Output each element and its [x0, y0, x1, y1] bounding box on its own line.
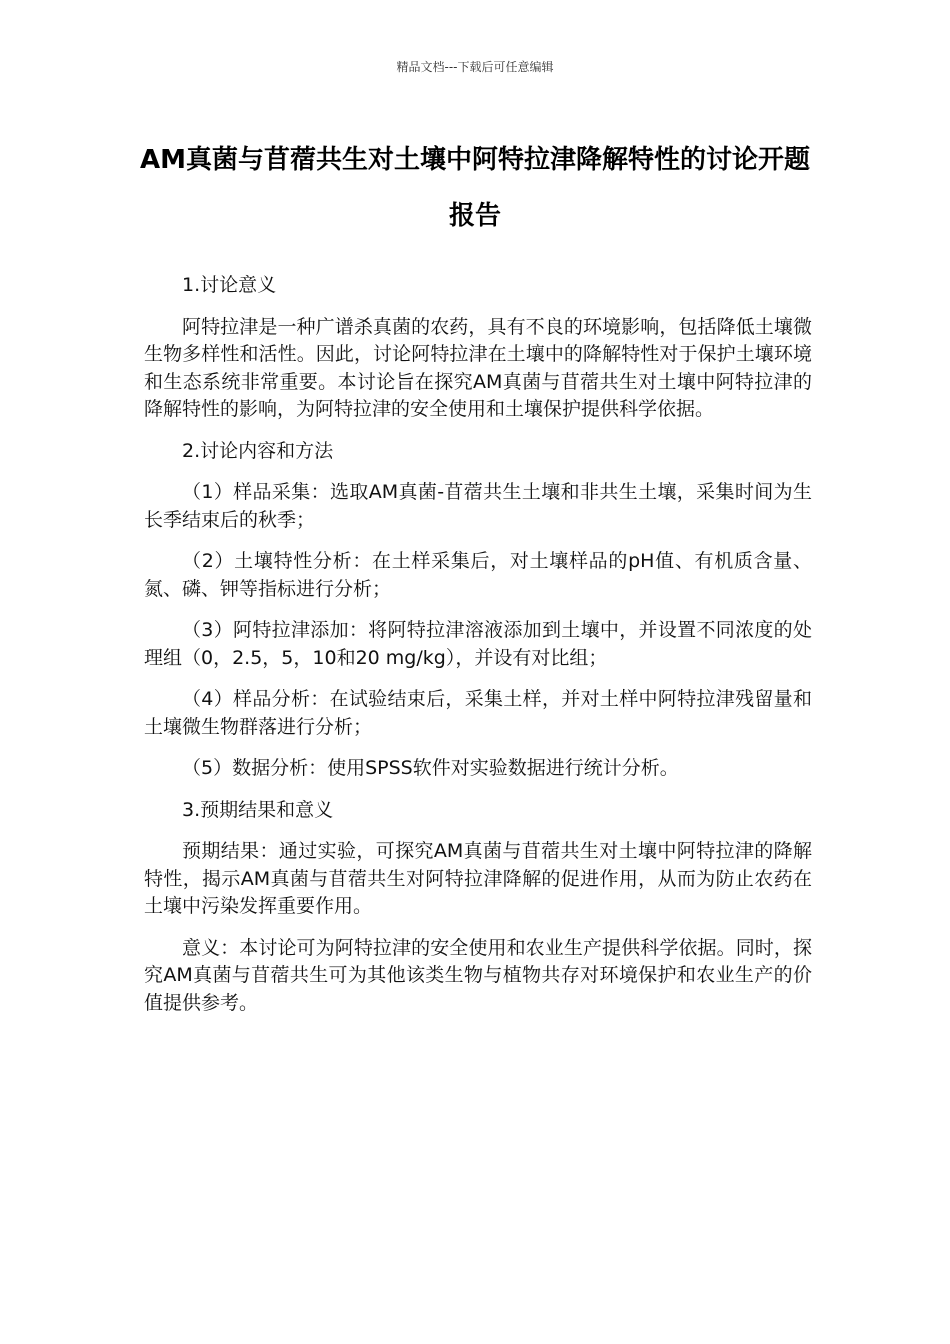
section-heading: 2.讨论内容和方法	[182, 439, 334, 462]
list-item: （2）土壤特性分析：在土样采集后，对土壤样品的pH值、有机质含量、氮、磷、钾等指标进行分析；	[144, 550, 812, 600]
section-heading: 1.讨论意义	[182, 274, 277, 296]
paragraph: 阿特拉津是一种广谱杀真菌的农药，具有不良的环境影响，包括降低土壤微生物多样性和活性。因此，讨论阿特拉津在土壤中的降解特性对于保护土壤环境和生态系统非常重要。本讨论旨在探究AM真菌与苜蓿共生对土壤中阿特拉津的降解特性的影响，为阿特拉津的安全使用和土壤保护提供科学依据。	[144, 315, 812, 420]
paragraph: 预期结果：通过实验，可探究AM真菌与苜蓿共生对土壤中阿特拉津的降解特性，揭示AM真菌与苜蓿共生对阿特拉津降解的促进作用，从而为防止农药在土壤中污染发挥重要作用。	[144, 840, 812, 917]
list-item: （4）样品分析：在试验结束后，采集土样，并对土样中阿特拉津残留量和土壤微生物群落进行分析；	[144, 688, 812, 738]
paragraph: 意义：本讨论可为阿特拉津的安全使用和农业生产提供科学依据。同时，探究AM真菌与苜蓿共生可为其他该类生物与植物共存对环境保护和农业生产的价值提供参考。	[144, 936, 812, 1014]
document-title: AM真菌与苜蓿共生对土壤中阿特拉津降解特性的讨论开题报告	[140, 145, 810, 231]
document-body	[144, 272, 812, 1031]
list-item: （1）样品采集：选取AM真菌-苜蓿共生土壤和非共生土壤，采集时间为生长季结束后的秋季；	[144, 481, 812, 531]
list-item: （3）阿特拉津添加：将阿特拉津溶液添加到土壤中，并设置不同浓度的处理组（0，2.5，5，10和20 mg/kg），并设有对比组；	[144, 619, 812, 669]
list-item: （5）数据分析：使用SPSS软件对实验数据进行统计分析。	[182, 757, 679, 779]
page-header: 精品文档---下载后可任意编辑	[396, 60, 554, 74]
section-heading: 3.预期结果和意义	[182, 798, 334, 821]
